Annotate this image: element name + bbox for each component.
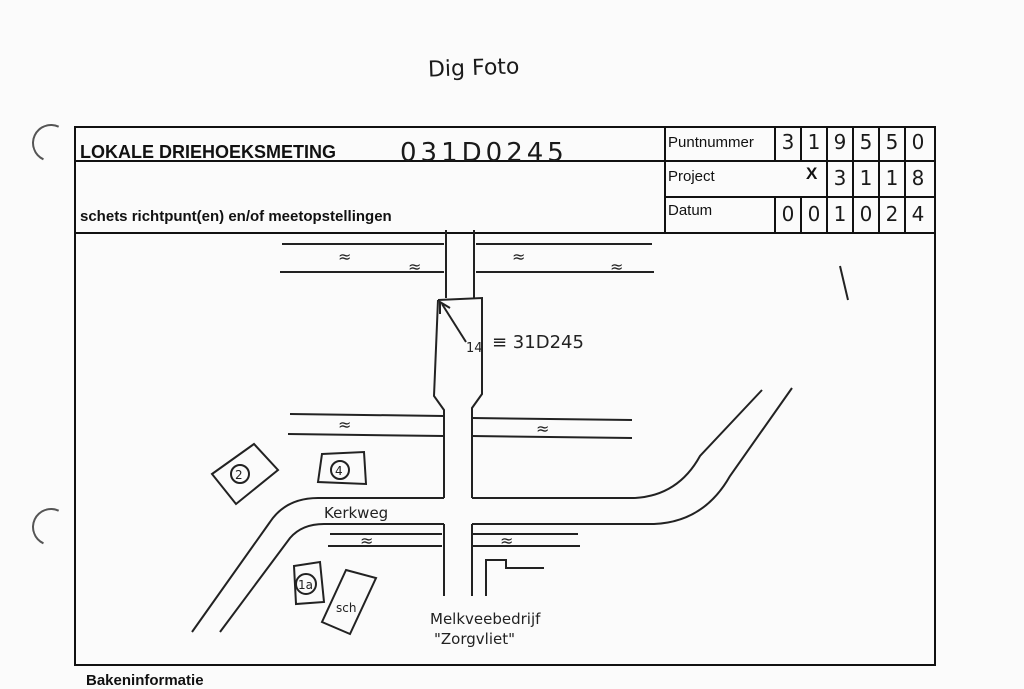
road-edge (472, 390, 762, 498)
ditch-line (472, 436, 632, 438)
sheet-title: Dig Foto (427, 54, 520, 83)
datum-digit: 4 (911, 202, 925, 226)
project-x-mark: X (806, 164, 818, 183)
form-title: LOKALE DRIEHOEKSMETING (80, 142, 337, 162)
punch-hole-bottom (27, 503, 76, 552)
puntnummer-digit: 9 (833, 130, 847, 154)
ditch-line (288, 434, 444, 436)
puntnummer-label: Puntnummer (668, 134, 754, 151)
project-digit: 1 (859, 166, 873, 190)
margin-stroke (840, 266, 848, 300)
record-id: 031D0245 (400, 138, 568, 168)
water-symbol: ≈ (536, 419, 550, 438)
site-sketch (74, 126, 936, 666)
puntnummer-digit: 5 (885, 130, 899, 154)
datum-digit: 1 (833, 202, 847, 226)
datum-digit: 0 (781, 202, 795, 226)
punch-hole-top (27, 119, 76, 168)
water-symbol: ≈ (512, 247, 526, 266)
road-edge (192, 498, 444, 632)
puntnummer-digit: 0 (911, 130, 925, 154)
water-symbol: ≈ (610, 257, 624, 276)
water-symbol: ≈ (338, 247, 352, 266)
point-id: ≡ 31D245 (492, 332, 584, 353)
datum-digit: 0 (859, 202, 873, 226)
building-2-label: 2 (235, 468, 243, 482)
project-label: Project (668, 168, 715, 185)
ditch-line (472, 418, 632, 420)
puntnummer-digit: 1 (807, 130, 821, 154)
project-digit: 1 (885, 166, 899, 190)
water-symbol: ≈ (408, 257, 422, 276)
datum-label: Datum (668, 202, 713, 219)
survey-form (74, 126, 936, 689)
point-label: 14 (466, 341, 483, 356)
bottom-section-label: Bakeninformatie (86, 672, 204, 689)
puntnummer-digit: 3 (781, 130, 795, 154)
project-digit: 8 (911, 166, 925, 190)
project-digit: 3 (833, 166, 847, 190)
puntnummer-digit: 5 (859, 130, 873, 154)
structure-outline (434, 300, 444, 498)
road-name: Kerkweg (324, 504, 389, 522)
bottom-divider (74, 664, 936, 666)
ditch-line (290, 414, 444, 416)
sketch-section-label: schets richtpunt(en) en/of meetopstellingen (80, 208, 392, 225)
water-symbol: ≈ (338, 415, 352, 434)
building-2-outline (212, 444, 278, 504)
farm-building-edge (486, 560, 544, 596)
building-1a-label: 1a (298, 578, 313, 592)
building-sch-label: sch (336, 601, 357, 615)
farm-name-line2: "Zorgvliet" (434, 630, 515, 648)
building-4-label: 4 (335, 464, 343, 478)
water-symbol: ≈ (360, 531, 374, 550)
farm-name-line1: Melkveebedrijf (430, 610, 541, 628)
point-arrow (442, 304, 466, 342)
road-edge (220, 524, 444, 632)
water-symbol: ≈ (500, 531, 514, 550)
datum-digit: 0 (807, 202, 821, 226)
datum-digit: 2 (885, 202, 899, 226)
